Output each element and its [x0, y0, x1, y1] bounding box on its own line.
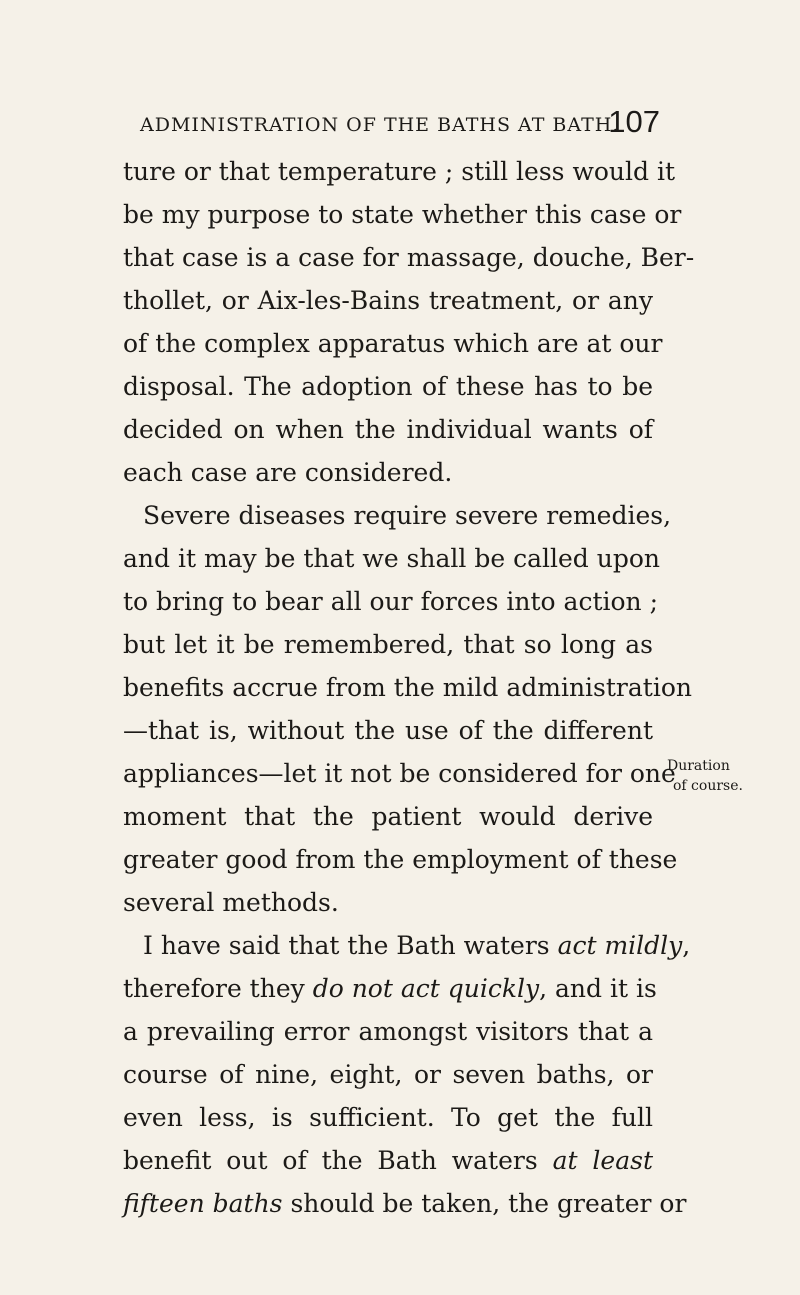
- text-line: [123, 924, 691, 967]
- text-run: , and it is: [539, 974, 657, 1003]
- marginal-note-line: Duration: [667, 758, 730, 774]
- text-run: should be taken, the greater or: [282, 1189, 687, 1218]
- running-title: ADMINISTRATION OF THE BATHS AT BATH.: [140, 114, 620, 136]
- text-line: but let it be remembered, that so long as: [123, 630, 653, 659]
- text-run: benefit out of the Bath waters: [123, 1146, 553, 1175]
- text-line: —that is, without the use of the different: [123, 716, 653, 745]
- italic-run: at least: [552, 1146, 653, 1175]
- text-line: even less, is sufficient. To get the full: [123, 1103, 653, 1132]
- text-line: that case is a case for massage, douche, Ber-: [123, 243, 695, 272]
- text-line: [123, 1182, 687, 1225]
- page-number: 107: [608, 104, 660, 139]
- text-line: course of nine, eight, or seven baths, or: [123, 1060, 653, 1089]
- text-line: appliances—let it not be considered for one: [123, 759, 676, 788]
- text-line: decided on when the individual wants of: [123, 415, 653, 444]
- marginal-note: [667, 756, 787, 796]
- italic-run: fifteen baths: [123, 1189, 283, 1218]
- text-line: benefits accrue from the mild administration: [123, 673, 692, 702]
- text-line: ture or that temperature ; still less would it: [123, 157, 675, 186]
- text-line: of the complex apparatus which are at our: [123, 329, 663, 358]
- italic-run: act mildly: [557, 931, 683, 960]
- text-run: therefore they: [123, 974, 313, 1003]
- text-line: [123, 967, 657, 1010]
- marginal-note-line: of course.: [673, 778, 743, 794]
- text-line: [123, 1139, 653, 1182]
- text-run: ,: [682, 931, 691, 960]
- running-head: [140, 104, 660, 144]
- text-run: I have said that the Bath waters: [143, 931, 558, 960]
- body-text: [123, 150, 695, 1225]
- text-line: to bring to bear all our forces into action ;: [123, 587, 659, 616]
- text-line: thollet, or Aix-les-Bains treatment, or any: [123, 286, 653, 315]
- text-line: several methods.: [123, 888, 339, 917]
- text-line: greater good from the employment of these: [123, 845, 678, 874]
- text-line: be my purpose to state whether this case or: [123, 200, 682, 229]
- text-line: each case are considered.: [123, 458, 453, 487]
- text-line: and it may be that we shall be called upon: [123, 544, 660, 573]
- italic-run: do not act quickly: [312, 974, 540, 1003]
- text-line: Severe diseases require severe remedies,: [143, 501, 672, 530]
- text-line: disposal. The adoption of these has to be: [123, 372, 653, 401]
- text-line: a prevailing error amongst visitors that a: [123, 1017, 653, 1046]
- text-line: moment that the patient would derive: [123, 802, 653, 831]
